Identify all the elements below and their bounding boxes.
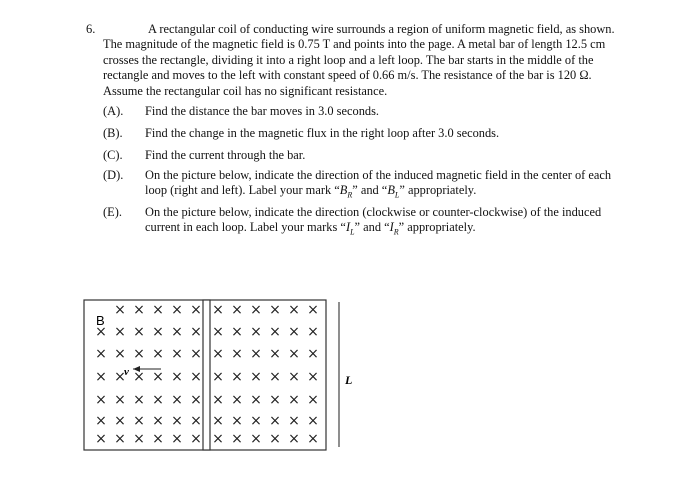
field-x-mark: ×	[231, 346, 243, 362]
field-x-mark: ×	[231, 413, 243, 429]
field-x-mark: ×	[269, 431, 281, 447]
field-x-mark: ×	[133, 369, 145, 385]
field-x-mark: ×	[250, 346, 262, 362]
field-x-mark: ×	[133, 346, 145, 362]
field-x-mark: ×	[212, 431, 224, 447]
field-x-mark: ×	[171, 369, 183, 385]
field-x-mark: ×	[114, 369, 126, 385]
length-label: L	[345, 373, 353, 387]
field-x-mark: ×	[212, 413, 224, 429]
field-x-mark: ×	[231, 431, 243, 447]
field-x-mark: ×	[171, 431, 183, 447]
field-x-mark: ×	[114, 392, 126, 408]
part-c-label: (C).	[103, 148, 123, 162]
field-x-mark: ×	[307, 413, 319, 429]
velocity-label: v	[124, 366, 129, 378]
field-x-mark: ×	[288, 302, 300, 318]
field-x-mark: ×	[95, 369, 107, 385]
field-x-mark: ×	[250, 324, 262, 340]
field-x-mark: ×	[95, 413, 107, 429]
field-x-mark: ×	[307, 302, 319, 318]
field-x-mark: ×	[152, 324, 164, 340]
field-x-mark: ×	[250, 431, 262, 447]
field-x-mark: ×	[171, 324, 183, 340]
field-x-mark: ×	[152, 369, 164, 385]
field-x-mark: ×	[250, 413, 262, 429]
field-x-mark: ×	[250, 369, 262, 385]
field-x-mark: ×	[95, 431, 107, 447]
field-x-mark: ×	[231, 302, 243, 318]
field-x-mark: ×	[288, 346, 300, 362]
field-x-mark: ×	[269, 392, 281, 408]
field-x-mark: ×	[152, 346, 164, 362]
part-b-label: (B).	[103, 126, 123, 140]
intro-text: A rectangular coil of conducting wire surrounds a region of uniform magnetic field, as shown. The magnitude of the magnetic field is 0.75 T and points into the page. A metal bar of length 12.5 cm crosses the rectangle, dividing it into a right loop and a left loop. The bar starts in the middle of the rectangle and moves to the left with constant speed of 0.66 m/s. The resistance of the bar is 120 Ω. Assume the rectangular coil has no significant resistance.	[103, 22, 615, 98]
field-x-mark: ×	[269, 369, 281, 385]
field-x-mark: ×	[190, 413, 202, 429]
field-x-mark: ×	[190, 324, 202, 340]
field-x-mark: ×	[133, 324, 145, 340]
field-x-mark: ×	[190, 369, 202, 385]
field-x-mark: ×	[231, 392, 243, 408]
field-x-mark: ×	[171, 392, 183, 408]
field-x-mark: ×	[133, 302, 145, 318]
field-x-mark: ×	[307, 324, 319, 340]
part-e-label: (E).	[103, 205, 122, 219]
field-x-mark: ×	[133, 413, 145, 429]
field-x-mark: ×	[152, 413, 164, 429]
field-x-mark: ×	[95, 346, 107, 362]
field-x-mark: ×	[288, 369, 300, 385]
field-x-mark: ×	[269, 346, 281, 362]
field-x-mark: ×	[307, 346, 319, 362]
field-x-mark: ×	[95, 392, 107, 408]
field-x-mark: ×	[269, 324, 281, 340]
field-label: B	[96, 313, 105, 328]
field-x-mark: ×	[212, 324, 224, 340]
field-x-mark: ×	[190, 302, 202, 318]
field-x-mark: ×	[212, 302, 224, 318]
field-x-mark: ×	[114, 324, 126, 340]
field-x-mark: ×	[114, 431, 126, 447]
part-d-text: On the picture below, indicate the direction of the induced magnetic field in the center of each loop (right and left). Label your mark “$B_R$” and “$B_L$” appropriately.	[145, 168, 612, 200]
field-x-mark: ×	[95, 324, 107, 340]
field-x-mark: ×	[212, 346, 224, 362]
field-x-mark: ×	[231, 324, 243, 340]
field-x-mark: ×	[250, 392, 262, 408]
field-x-mark: ×	[212, 369, 224, 385]
field-x-mark: ×	[288, 413, 300, 429]
field-x-mark: ×	[114, 413, 126, 429]
field-x-mark: ×	[114, 346, 126, 362]
part-e-text: On the picture below, indicate the direction (clockwise or counter-clockwise) of the induced current in each loop. Label your marks “$I_L$” and “$I_R$” appropriately.	[145, 205, 602, 237]
question-number: 6.	[86, 22, 96, 36]
field-x-mark: ×	[288, 392, 300, 408]
field-x-mark: ×	[152, 392, 164, 408]
part-d-label: (D).	[103, 168, 124, 182]
field-x-mark: ×	[231, 369, 243, 385]
part-a-text: Find the distance the bar moves in 3.0 seconds.	[145, 104, 380, 118]
field-x-mark: ×	[190, 431, 202, 447]
field-x-mark: ×	[269, 413, 281, 429]
field-x-mark: ×	[171, 346, 183, 362]
field-x-mark: ×	[307, 369, 319, 385]
field-x-mark: ×	[307, 431, 319, 447]
field-x-mark: ×	[288, 431, 300, 447]
field-x-mark: ×	[190, 392, 202, 408]
field-x-mark: ×	[114, 302, 126, 318]
field-x-mark: ×	[212, 392, 224, 408]
field-x-mark: ×	[152, 302, 164, 318]
field-x-mark: ×	[133, 431, 145, 447]
field-x-mark: ×	[288, 324, 300, 340]
field-x-mark: ×	[269, 302, 281, 318]
field-x-mark: ×	[250, 302, 262, 318]
field-x-mark: ×	[171, 413, 183, 429]
part-c-text: Find the current through the bar.	[145, 148, 306, 162]
field-x-mark: ×	[152, 431, 164, 447]
part-b-text: Find the change in the magnetic flux in the right loop after 3.0 seconds.	[145, 126, 500, 140]
field-x-mark: ×	[307, 392, 319, 408]
field-x-mark: ×	[133, 392, 145, 408]
part-a-label: (A).	[103, 104, 124, 118]
field-x-mark: ×	[171, 302, 183, 318]
field-x-mark: ×	[190, 346, 202, 362]
metal-bar	[203, 300, 210, 450]
